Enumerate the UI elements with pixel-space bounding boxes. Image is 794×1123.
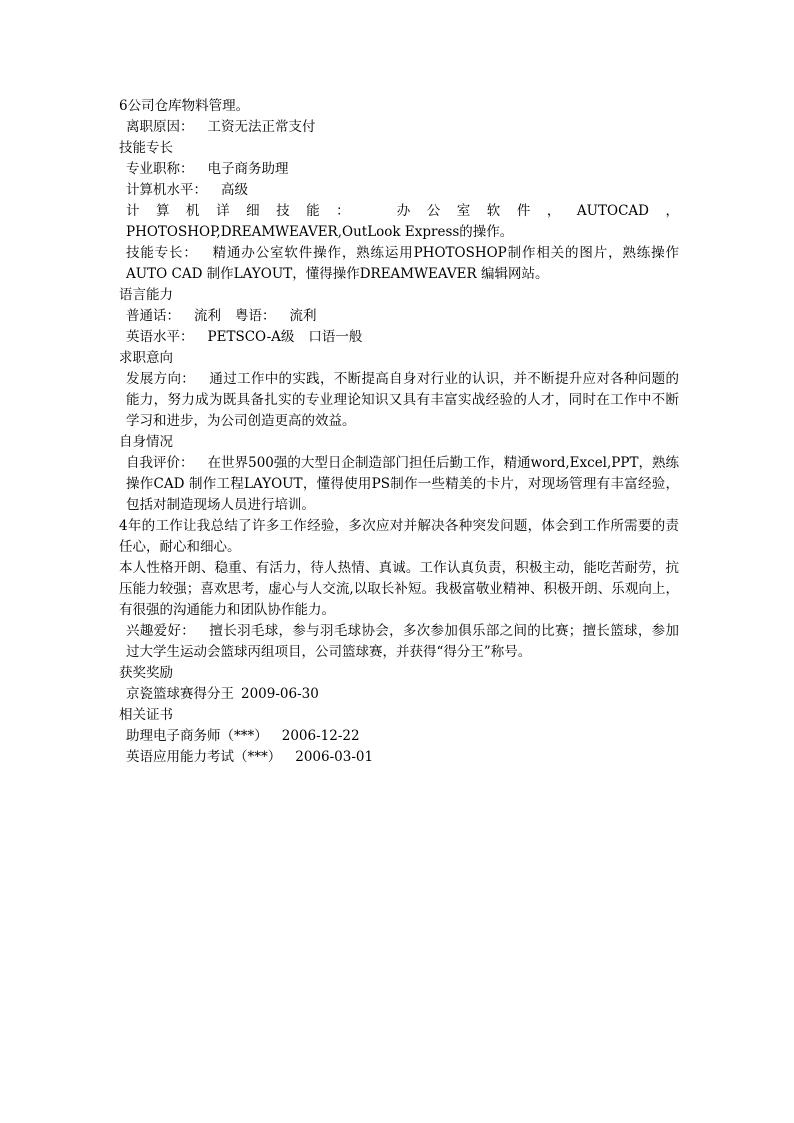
computer-skills-label: 计算机详细技能： (126, 203, 367, 219)
cantonese-value: 流利 (289, 308, 317, 324)
certificate-date: 2006-03-01 (295, 749, 374, 765)
work-duty-line (119, 96, 679, 117)
certificate-line (119, 726, 679, 747)
section-heading-awards (119, 663, 679, 684)
section-heading-skills-text: 技能专长 (119, 140, 173, 156)
english-level-label: 英语水平： (126, 329, 194, 345)
mandarin-label: 普通话： (126, 308, 180, 324)
award-date: 2009-06-30 (241, 686, 319, 702)
personality-paragraph (119, 558, 679, 621)
hobbies-label: 兴趣爱好： (126, 623, 196, 639)
section-heading-certificates (119, 705, 679, 726)
work-duty-text: 6公司仓库物料管理。 (119, 98, 250, 114)
career-direction-value: 通过工作中的实践，不断提高自身对行业的认识，并不断提升应对各种问题的能力，努力成为既具备扎实的专业理论知识又具有丰富实战经验的人才，同时在工作中不断学习和进步，为公司创造更高的效益。 (126, 371, 680, 429)
hobbies-value: 擅长羽毛球，参与羽毛球协会，多次参加俱乐部之间的比赛；擅长篮球，参加过大学生运动会篮球丙组项目，公司篮球赛，并获得“得分王”称号。 (126, 623, 680, 660)
skill-specialty-paragraph (119, 243, 679, 285)
mandarin-cantonese-line (119, 306, 679, 327)
title-line (119, 159, 679, 180)
resume-document (119, 96, 679, 768)
computer-skills-paragraph (119, 201, 679, 243)
mandarin-value: 流利 (194, 308, 221, 324)
career-direction-paragraph (119, 369, 679, 432)
computer-level-label: 计算机水平： (126, 182, 207, 198)
computer-skills-value: 办公室软件，AUTOCAD，PHOTOSHOP,DREAMWEAVER,OutLook Express的操作。 (126, 203, 679, 240)
section-heading-language-text: 语言能力 (119, 287, 173, 303)
experience-paragraph (119, 516, 679, 558)
section-heading-skills (119, 138, 679, 159)
personality-text: 本人性格开朗、稳重、有活力，待人热情、真诚。工作认真负责，积极主动，能吃苦耐劳，抗压能力较强；喜欢思考，虚心与人交流,以取长补短。我极富敬业精神、积极开朗、乐观向上，有很强的沟通能力和团队协作能力。 (119, 560, 679, 618)
leave-reason-value: 工资无法正常支付 (207, 119, 316, 135)
english-level-line (119, 327, 679, 348)
title-label: 专业职称： (126, 161, 194, 177)
leave-reason-label: 离职原因： (126, 119, 194, 135)
skill-specialty-value: 精通办公室软件操作，熟练运用PHOTOSHOP制作相关的图片，熟练操作AUTO CAD 制作LAYOUT，懂得操作DREAMWEAVER 编辑网站。 (126, 245, 680, 282)
computer-level-line (119, 180, 679, 201)
skill-specialty-label: 技能专长： (126, 245, 198, 261)
computer-level-value: 高级 (221, 182, 248, 198)
certificate-name: 英语应用能力考试（***） (126, 749, 282, 765)
self-evaluation-label: 自我评价： (126, 455, 194, 471)
career-direction-label: 发展方向： (126, 371, 196, 387)
certificate-name: 助理电子商务师（***） (126, 728, 268, 744)
experience-text: 4年的工作让我总结了许多工作经验，多次应对并解决各种突发问题，体会到工作所需要的责任心，耐心和细心。 (119, 518, 679, 555)
section-heading-certificates-text: 相关证书 (119, 707, 173, 723)
self-evaluation-value: 在世界500强的大型日企制造部门担任后勤工作，精通word,Excel,PPT，熟练操作CAD 制作工程LAYOUT，懂得使用PS制作一些精美的卡片，对现场管理有丰富经验，包括对制造现场人员进行培训。 (126, 455, 680, 513)
certificate-line (119, 747, 679, 768)
award-name: 京瓷篮球赛得分王 (126, 686, 234, 702)
hobbies-paragraph (119, 621, 679, 663)
leave-reason-line (119, 117, 679, 138)
award-line (119, 684, 679, 705)
certificate-date: 2006-12-22 (281, 728, 360, 744)
section-heading-self (119, 432, 679, 453)
spoken-english-value: 口语一般 (308, 329, 363, 345)
self-evaluation-paragraph (119, 453, 679, 516)
english-level-value: PETSCO-A级 (207, 329, 295, 345)
section-heading-intent-text: 求职意向 (119, 350, 173, 366)
cantonese-label: 粤语： (235, 308, 276, 324)
section-heading-self-text: 自身情况 (119, 434, 173, 450)
title-value: 电子商务助理 (207, 161, 289, 177)
section-heading-language (119, 285, 679, 306)
section-heading-awards-text: 获奖奖励 (119, 665, 173, 681)
section-heading-intent (119, 348, 679, 369)
